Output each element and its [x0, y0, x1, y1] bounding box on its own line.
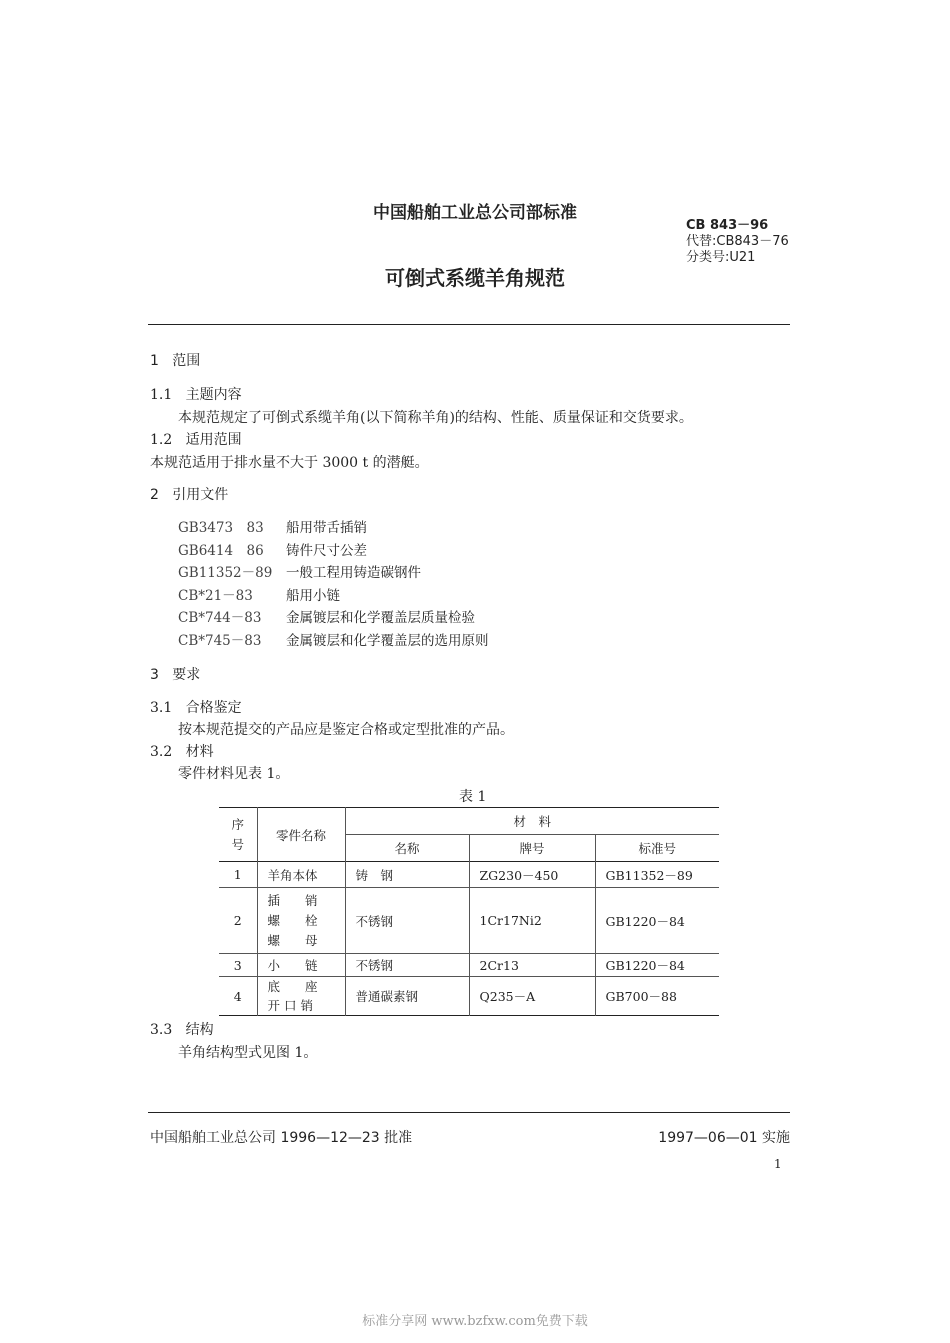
section-3-2-heading	[150, 741, 214, 761]
section-3-heading	[150, 664, 200, 684]
section-number: 2	[150, 487, 159, 503]
reference-code: GB3473 83	[178, 520, 264, 536]
standard-code-block	[686, 218, 789, 266]
reference-name: 船用带舌插销	[286, 520, 367, 536]
row-seq: 1	[219, 862, 257, 888]
row-standard: GB11352－89	[605, 867, 693, 883]
section-title: 引用文件	[172, 487, 229, 503]
header-name: 名称	[345, 835, 469, 862]
section-number: 3.2	[150, 744, 173, 760]
replaces-code: 代替:CB843－76	[686, 234, 789, 249]
section-1-1-heading	[150, 384, 242, 404]
section-number: 3.3	[150, 1022, 173, 1038]
reference-code: CB*21－83	[178, 587, 253, 604]
row-part: 螺 母	[267, 932, 318, 948]
classification-code: 分类号:U21	[686, 250, 756, 265]
header-standard: 标准号	[595, 835, 719, 862]
approval-note: 中国船舶工业总公司 1996—12—23 批准	[150, 1130, 413, 1146]
table-header-row	[219, 808, 719, 835]
section-2-heading	[150, 484, 228, 504]
section-1-heading	[150, 350, 200, 370]
row-material-name: 不锈钢	[345, 888, 469, 954]
materials-table	[219, 807, 719, 1016]
row-grade: 2Cr13	[469, 954, 595, 977]
section-1-2-text: 本规范适用于排水量不大于 3000 t 的潜艇。	[150, 455, 429, 471]
reference-code: GB6414 86	[178, 542, 264, 559]
table-row	[219, 977, 719, 1016]
row-part: 插 销	[267, 892, 318, 908]
row-material-name: 铸 钢	[345, 862, 469, 888]
row-seq: 2	[219, 888, 257, 954]
reference-name: 铸件尺寸公差	[286, 542, 367, 559]
table-caption: 表 1	[459, 789, 487, 805]
section-3-3-text: 羊角结构型式见图 1。	[178, 1045, 318, 1061]
section-3-2-text: 零件材料见表 1。	[178, 766, 290, 782]
table-row	[219, 954, 719, 977]
row-standard: GB700－88	[605, 989, 677, 1004]
watermark: 标准分享网 www.bzfxw.com免费下载	[362, 1314, 588, 1329]
row-part: 底 座	[267, 979, 318, 994]
row-part: 螺 栓	[267, 912, 318, 928]
footer-rule	[148, 1112, 790, 1113]
section-1-1-text: 本规范规定了可倒式系缆羊角(以下简称羊角)的结构、性能、质量保证和交货要求。	[178, 410, 693, 426]
row-standard: GB1220－84	[605, 913, 685, 929]
row-grade: Q235－A	[469, 977, 595, 1016]
header-grade: 牌号	[469, 835, 595, 862]
section-3-1-text: 按本规范提交的产品应是鉴定合格或定型批准的产品。	[178, 722, 514, 738]
section-title: 材料	[185, 744, 214, 760]
section-number: 1.2	[150, 432, 173, 448]
reference-name: 船用小链	[286, 587, 340, 604]
reference-code: CB*745－83	[178, 632, 262, 649]
table-row	[219, 888, 719, 954]
header-seq: 序号	[219, 808, 257, 862]
reference-name: 金属镀层和化学覆盖层质量检验	[286, 610, 475, 627]
row-material-name: 不锈钢	[345, 954, 469, 977]
header-material: 材 料	[513, 814, 551, 829]
row-parts	[257, 888, 345, 954]
section-title: 范围	[172, 353, 201, 369]
row-part: 羊角本体	[257, 862, 345, 888]
section-title: 适用范围	[185, 432, 242, 448]
reference-code: CB*744－83	[178, 610, 262, 627]
section-title: 合格鉴定	[185, 700, 242, 716]
section-title: 结构	[185, 1022, 214, 1038]
row-part: 小 链	[257, 954, 345, 977]
row-seq: 4	[219, 977, 257, 1016]
row-grade: ZG230－450	[469, 862, 595, 888]
standard-code: CB 843－96	[686, 218, 769, 233]
section-number: 1	[150, 353, 159, 369]
reference-name: 金属镀层和化学覆盖层的选用原则	[286, 632, 489, 649]
row-part: 开 口 销	[267, 998, 313, 1013]
section-3-1-heading	[150, 697, 242, 717]
row-parts	[257, 977, 345, 1016]
section-number: 1.1	[150, 387, 173, 403]
organization-title: 中国船舶工业总公司部标准	[373, 203, 577, 223]
reference-name: 一般工程用铸造碳钢件	[286, 565, 421, 582]
effective-date: 1997—06—01 实施	[658, 1130, 790, 1146]
section-1-2-heading	[150, 429, 242, 449]
header-part-name: 零件名称	[257, 808, 345, 862]
row-grade: 1Cr17Ni2	[469, 888, 595, 954]
section-number: 3	[150, 667, 159, 683]
row-standard: GB1220－84	[605, 958, 685, 973]
header-rule	[148, 324, 790, 325]
document-title: 可倒式系缆羊角规范	[385, 266, 565, 290]
reference-code: GB11352－89	[178, 565, 273, 582]
section-title: 主题内容	[185, 387, 242, 403]
row-material-name: 普通碳素钢	[345, 977, 469, 1016]
section-number: 3.1	[150, 700, 173, 716]
table-row	[219, 862, 719, 888]
section-3-3-heading	[150, 1019, 214, 1039]
page-number: 1	[774, 1157, 782, 1171]
section-title: 要求	[172, 667, 201, 683]
row-seq: 3	[219, 954, 257, 977]
